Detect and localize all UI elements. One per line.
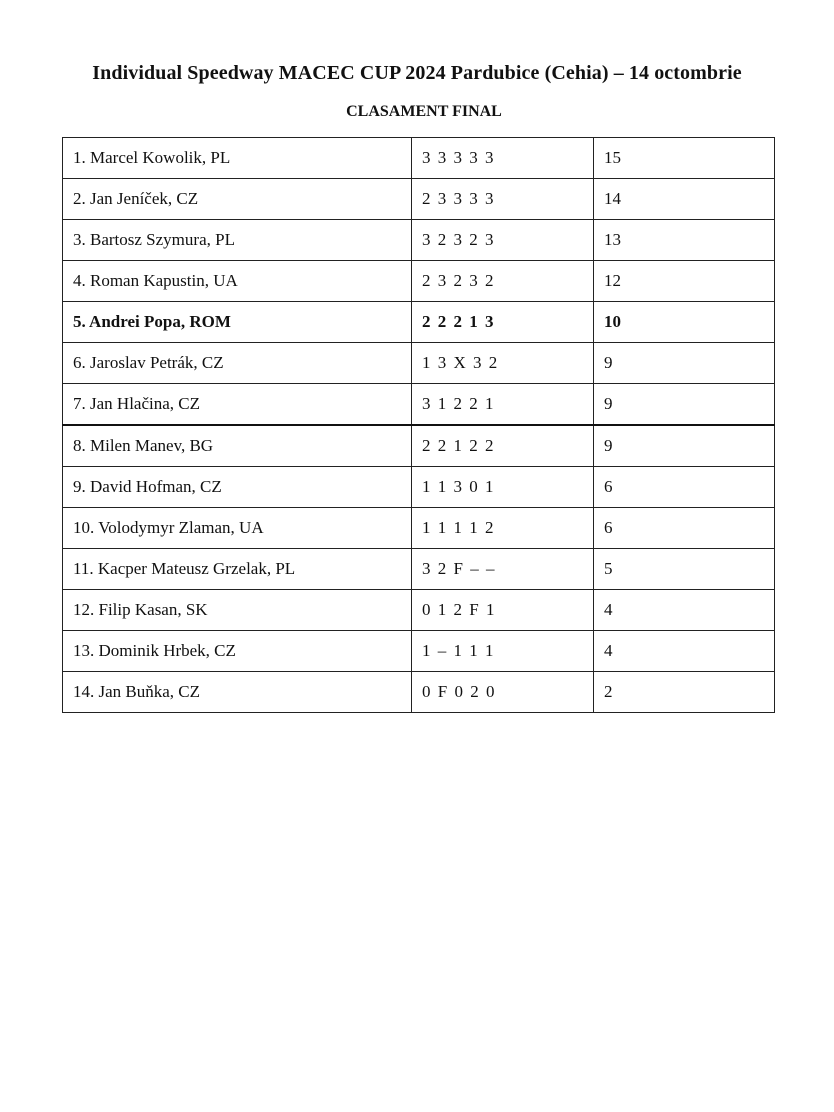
points-cell: 4 (594, 590, 775, 631)
rider-cell: 8. Milen Manev, BG (63, 425, 412, 467)
table-row (63, 590, 775, 631)
points-cell: 9 (594, 343, 775, 384)
points-cell: 9 (594, 384, 775, 426)
heats-cell: 1 – 1 1 1 (412, 631, 594, 672)
rider-cell: 3. Bartosz Szymura, PL (63, 220, 412, 261)
table-row (63, 467, 775, 508)
page-title: Individual Speedway MACEC CUP 2024 Pardubice (Cehia) – 14 octombrie (92, 62, 742, 84)
results-table (62, 137, 775, 713)
table-row (63, 384, 775, 426)
table-row (63, 631, 775, 672)
points-cell: 10 (594, 302, 775, 343)
points-cell: 13 (594, 220, 775, 261)
points-cell: 4 (594, 631, 775, 672)
points-cell: 9 (594, 425, 775, 467)
heats-cell: 3 2 F – – (412, 549, 594, 590)
points-cell: 14 (594, 179, 775, 220)
table-row (63, 220, 775, 261)
rider-cell: 10. Volodymyr Zlaman, UA (63, 508, 412, 549)
points-cell: 6 (594, 508, 775, 549)
rider-cell: 13. Dominik Hrbek, CZ (63, 631, 412, 672)
rider-cell: 5. Andrei Popa, ROM (63, 302, 412, 343)
rider-cell: 11. Kacper Mateusz Grzelak, PL (63, 549, 412, 590)
table-row-highlighted (63, 302, 775, 343)
table-row (63, 672, 775, 713)
rider-cell: 1. Marcel Kowolik, PL (63, 138, 412, 179)
heats-cell: 1 1 1 1 2 (412, 508, 594, 549)
rider-cell: 4. Roman Kapustin, UA (63, 261, 412, 302)
rider-cell: 14. Jan Buňka, CZ (63, 672, 412, 713)
table-row (63, 343, 775, 384)
table-subtitle: CLASAMENT FINAL (346, 103, 502, 120)
table-row (63, 508, 775, 549)
heats-cell: 2 2 1 2 2 (412, 425, 594, 467)
heats-cell: 1 3 X 3 2 (412, 343, 594, 384)
points-cell: 6 (594, 467, 775, 508)
heats-cell: 0 1 2 F 1 (412, 590, 594, 631)
table-row (63, 549, 775, 590)
points-cell: 12 (594, 261, 775, 302)
table-row (63, 138, 775, 179)
rider-cell: 9. David Hofman, CZ (63, 467, 412, 508)
heats-cell: 3 3 3 3 3 (412, 138, 594, 179)
table-row (63, 261, 775, 302)
points-cell: 2 (594, 672, 775, 713)
heats-cell: 2 3 2 3 2 (412, 261, 594, 302)
heats-cell: 0 F 0 2 0 (412, 672, 594, 713)
points-cell: 5 (594, 549, 775, 590)
rider-cell: 2. Jan Jeníček, CZ (63, 179, 412, 220)
heats-cell: 3 2 3 2 3 (412, 220, 594, 261)
rider-cell: 12. Filip Kasan, SK (63, 590, 412, 631)
table-row (63, 425, 775, 467)
rider-cell: 7. Jan Hlačina, CZ (63, 384, 412, 426)
heats-cell: 2 2 2 1 3 (412, 302, 594, 343)
heats-cell: 3 1 2 2 1 (412, 384, 594, 426)
rider-cell: 6. Jaroslav Petrák, CZ (63, 343, 412, 384)
points-cell: 15 (594, 138, 775, 179)
table-row (63, 179, 775, 220)
heats-cell: 1 1 3 0 1 (412, 467, 594, 508)
heats-cell: 2 3 3 3 3 (412, 179, 594, 220)
